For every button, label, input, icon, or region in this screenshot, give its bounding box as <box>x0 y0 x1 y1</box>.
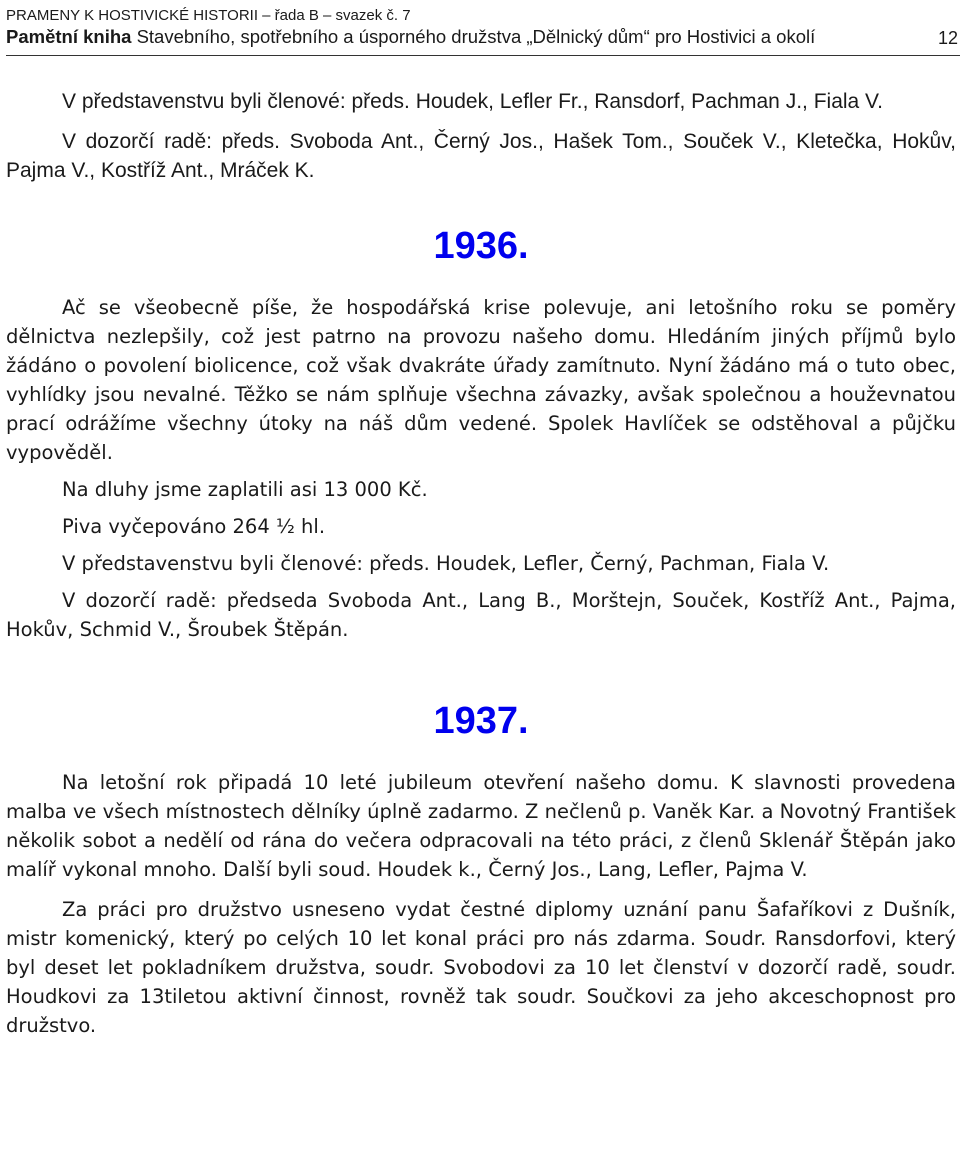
page-header <box>6 6 960 48</box>
paragraph-1936-report: Ač se všeobecně píše, že hospodářská krise polevuje, ani letošního roku se poměry dělnictva nezlepšily, což jest patrno na provozu našeho domu. Hledáním jiných příjmů bylo žádáno o povolení biolicence, což však dvakráte úřady zamítnuto. Nyní žádáno má o tuto obec, vyhlídky jsou nevalné. Těžko se nám splňuje všechna závazky, avšak společnou a houževnatou prací odrážíme všechny útoky na náš dům vedené. Spolek Havlíček se odstěhoval a půjčku vypověděl. <box>6 296 956 464</box>
series-title: PRAMENY K HOSTIVICKÉ HISTORII – řada B – svazek č. 7 <box>6 7 411 24</box>
paragraph-beer: Piva vyčepováno 264 ½ hl. <box>62 515 326 538</box>
page-body <box>6 87 956 1040</box>
header-divider <box>6 55 960 56</box>
book-title-bold: Pamětní kniha <box>6 26 132 47</box>
year-heading-1937: 1937. <box>433 700 529 742</box>
book-title <box>6 26 960 48</box>
paragraph-debts: Na dluhy jsme zaplatili asi 13 000 Kč. <box>62 478 428 501</box>
book-title-rest: Stavebního, spotřebního a úsporného družstva „Dělnický dům“ pro Hostivici a okolí <box>131 26 816 47</box>
paragraph-supervisory-1935: V dozorčí radě: předs. Svoboda Ant., Černý Jos., Hašek Tom., Souček V., Kletečka, Hokův, Pajma V., Kostříž Ant., Mráček K. <box>6 130 956 182</box>
page-number: 12 <box>937 28 958 48</box>
paragraph-board-1936: V představenstvu byli členové: předs. Houdek, Lefler, Černý, Pachman, Fiala V. <box>62 552 830 575</box>
paragraph-diplomas: Za práci pro družstvo usneseno vydat čestné diplomy uznání panu Šafaříkovi z Dušník, mistr komenický, který po celých 10 let konal práci pro nás zdarma. Soudr. Ransdorfovi, který byl deset let pokladníkem družstva, soudr. Svobodovi za 10 let členství v dozorčí radě, soudr. Houdkovi za 13tiletou aktivní činnost, rovněž tak soudr. Součkovi za jeho akceschopnost pro družstvo. <box>6 898 956 1037</box>
year-heading-1936: 1936. <box>433 225 529 267</box>
paragraph-supervisory-1936: V dozorčí radě: předseda Svoboda Ant., Lang B., Morštejn, Souček, Kostříž Ant., Pajma, Hokův, Schmid V., Šroubek Štěpán. <box>6 589 956 641</box>
paragraph-jubilee: Na letošní rok připadá 10 leté jubileum otevření našeho domu. K slavnosti provedena malba ve všech místnostech dělníky úplně zadarmo. Z nečlenů p. Vaněk Kar. a Novotný František několik sobot a nedělí od rána do večera odpracovali na této práci, z členů Sklenář Štěpán jako malíř vykonal mnoho. Další byli soud. Houdek k., Černý Jos., Lang, Lefler, Pajma V. <box>6 771 956 881</box>
paragraph-board-1935: V představenstvu byli členové: předs. Houdek, Lefler Fr., Ransdorf, Pachman J., Fiala V. <box>62 90 883 113</box>
